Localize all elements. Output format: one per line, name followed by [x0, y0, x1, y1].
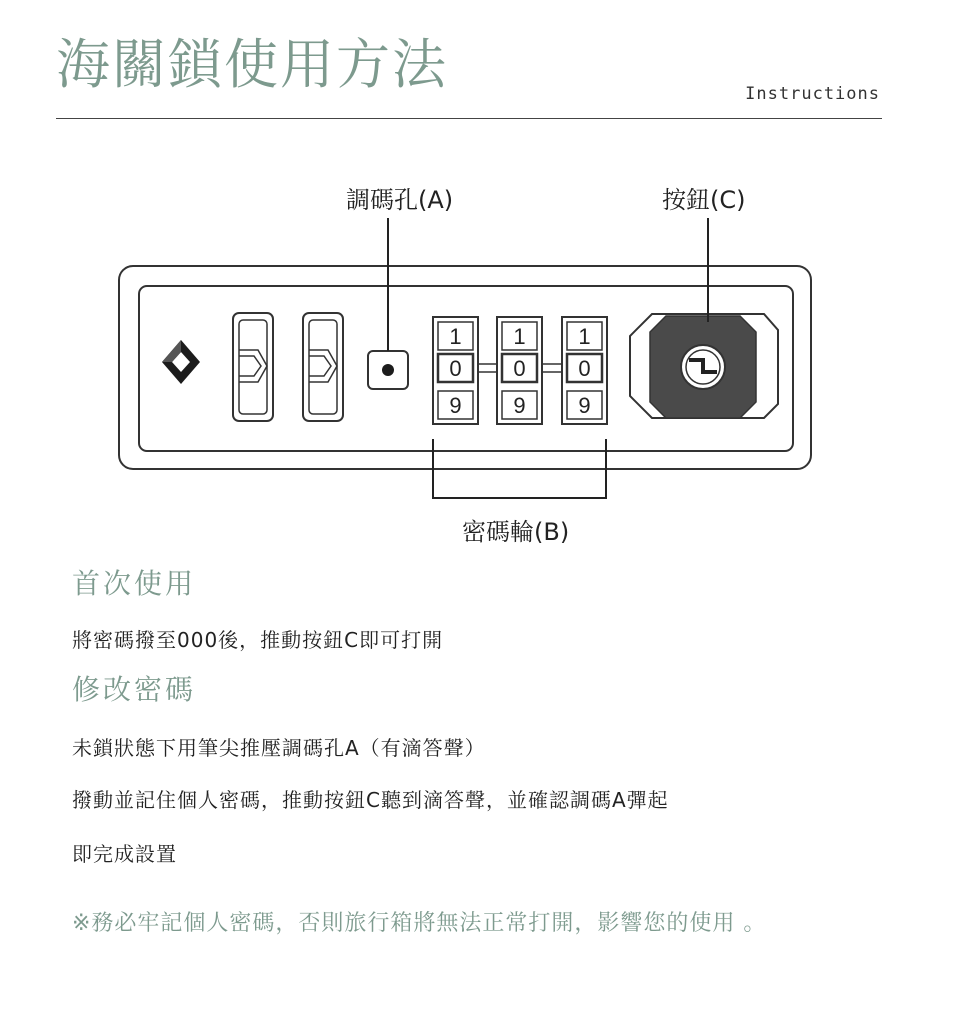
wheel-digit-bottom: 9 [578, 393, 591, 418]
callout-label-c: 按鈕(C) [662, 186, 746, 214]
warning-note: ※務必牢記個人密碼，否則旅行箱將無法正常打開，影響您的使用 。 [72, 911, 767, 936]
latch-right [303, 313, 343, 421]
wheel-digit-bottom: 9 [449, 393, 462, 418]
reset-hole-a [368, 351, 408, 389]
push-button-c [630, 314, 778, 418]
page-subtitle: Instructions [745, 84, 880, 104]
wheel-digit-top: 1 [578, 324, 591, 349]
wheel-digit-middle: 0 [449, 356, 462, 381]
latch-left [233, 313, 273, 421]
first-use-text: 將密碼撥至000後，推動按鈕C即可打開 [72, 628, 444, 652]
brand-logo-icon [162, 340, 200, 384]
callout-label-a: 調碼孔(A) [346, 186, 454, 214]
first-use-heading: 首次使用 [72, 567, 197, 600]
combination-wheel-1 [433, 317, 478, 424]
callout-label-b: 密碼輪(B) [462, 518, 570, 546]
combination-wheel-2 [497, 317, 542, 424]
change-code-step-2: 撥動並記住個人密碼，推動按鈕C聽到滴答聲，並確認調碼A彈起 [72, 788, 669, 812]
wheel-digit-top: 1 [513, 324, 526, 349]
change-code-heading: 修改密碼 [72, 673, 197, 706]
wheel-digit-top: 1 [449, 324, 462, 349]
combination-wheel-3 [562, 317, 607, 424]
wheel-digit-bottom: 9 [513, 393, 526, 418]
wheel-digit-middle: 0 [578, 356, 591, 381]
page-title: 海關鎖使用方法 [56, 33, 448, 96]
wheel-digit-middle: 0 [513, 356, 526, 381]
change-code-step-1: 未鎖狀態下用筆尖推壓調碼孔A（有滴答聲） [72, 736, 486, 760]
change-code-step-3: 即完成設置 [72, 842, 177, 866]
